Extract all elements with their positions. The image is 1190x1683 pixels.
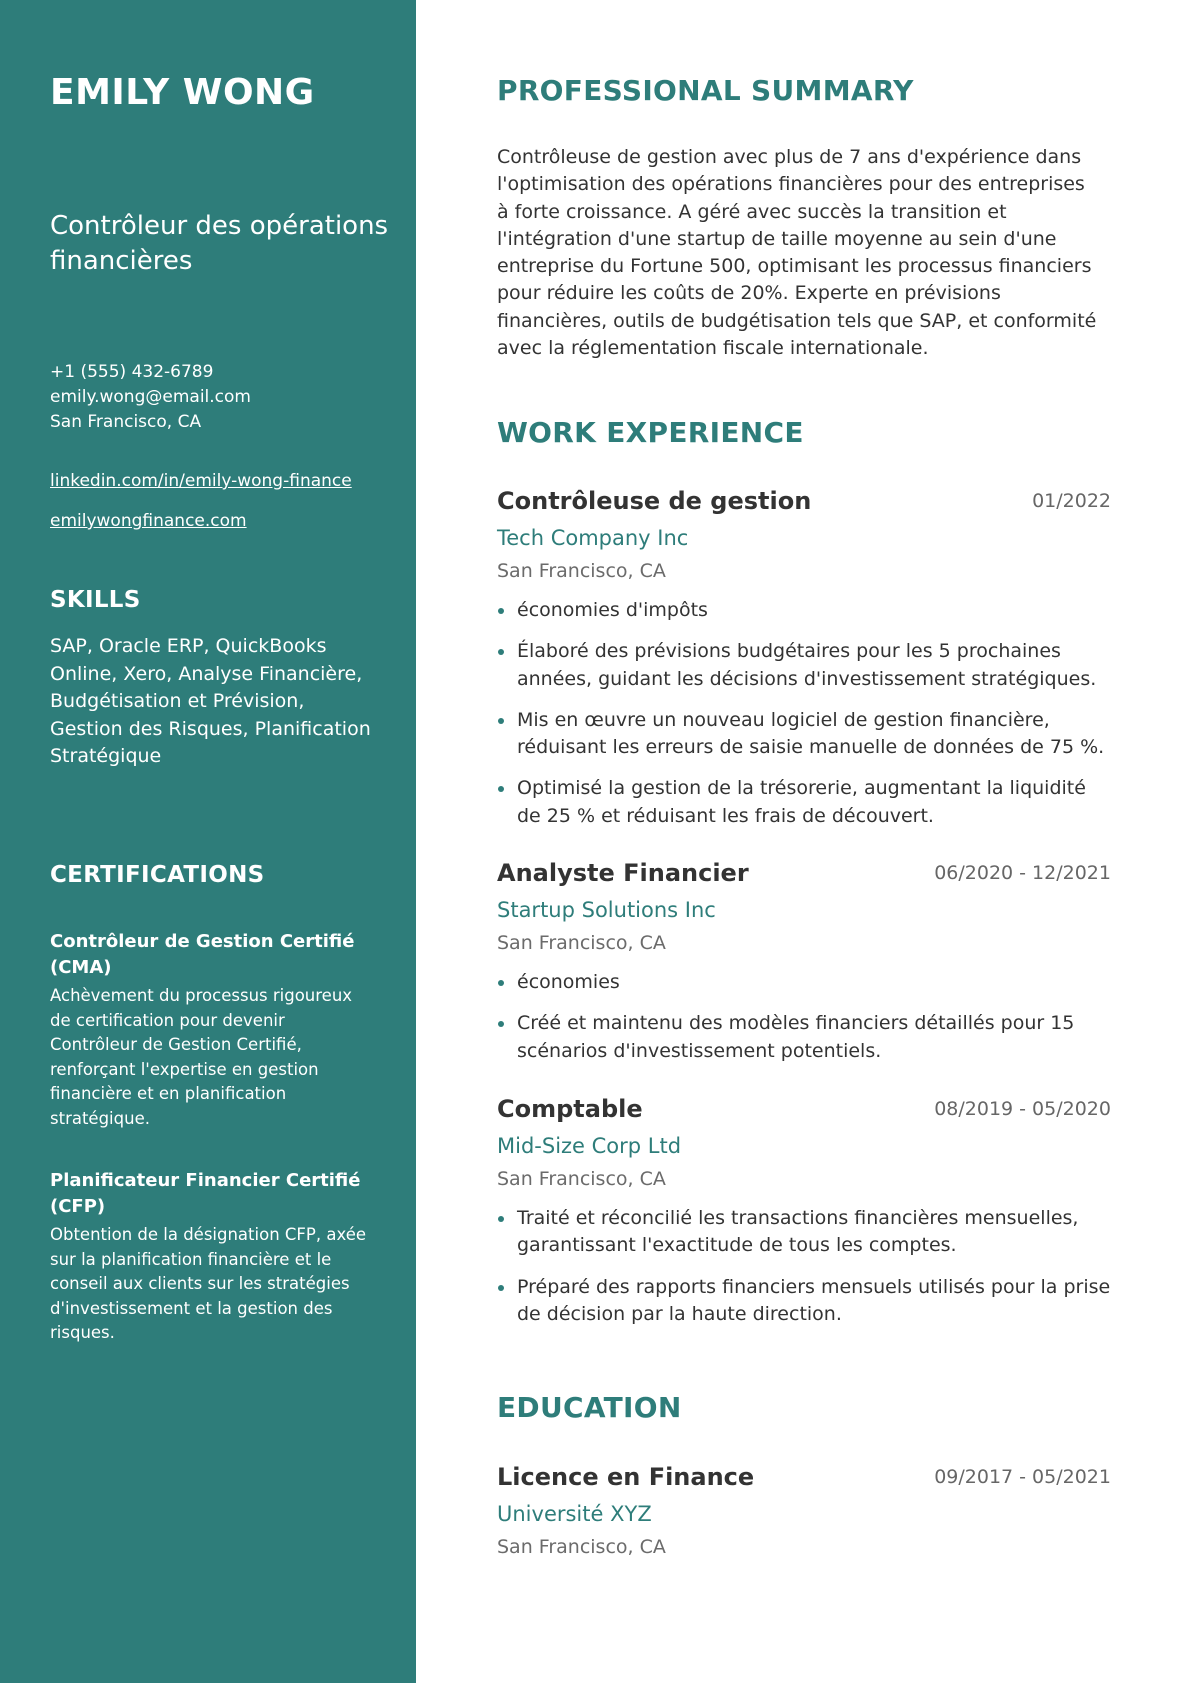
sidebar	[0, 0, 416, 1683]
certification-item	[50, 1168, 375, 1346]
education-heading: EDUCATION	[497, 1391, 682, 1424]
bullet-icon	[498, 786, 504, 792]
bullet-icon	[498, 608, 504, 614]
certification-description: Achèvement du processus rigoureux de certification pour devenir Contrôleur de Gestion Certifié, renforçant l'expertise en gestion financière et en planification stratégique.	[50, 986, 353, 1128]
bullet-text: économies d'impôts	[517, 599, 708, 621]
job-bullets	[497, 597, 1111, 830]
job-entry	[497, 859, 1111, 1079]
job-location: San Francisco, CA	[497, 1168, 666, 1190]
job-role: Contrôleuse de gestion	[497, 487, 812, 515]
job-bullets	[497, 1205, 1111, 1328]
education-entry	[497, 1463, 1111, 1563]
bullet-item	[497, 597, 1111, 624]
bullet-item	[497, 707, 1111, 762]
school-location: San Francisco, CA	[497, 1536, 666, 1558]
skills-heading: SKILLS	[50, 587, 141, 613]
bullet-text: Élaboré des prévisions budgétaires pour les 5 prochaines années, guidant les décisions d'investissement stratégiques.	[517, 640, 1097, 690]
summary-text: Contrôleuse de gestion avec plus de 7 ans d'expérience dans l'optimisation des opérations financières pour des entreprises à forte croissance. A géré avec succès la transition et l'intégration d'une startup de taille moyenne au sein d'une entreprise du Fortune 500, optimisant les processus financiers pour réduire les coûts de 20%. Experte en prévisions financières, outils de budgétisation tels que SAP, et conformité avec la réglementation fiscale internationale.	[497, 146, 1097, 360]
website-link[interactable]: emilywongfinance.com	[50, 511, 247, 531]
email-address: emily.wong@email.com	[50, 387, 251, 407]
job-company: Tech Company Inc	[497, 526, 689, 550]
linkedin-link[interactable]: linkedin.com/in/emily-wong-finance	[50, 471, 352, 491]
bullet-item	[497, 969, 1111, 996]
school: Université XYZ	[497, 1502, 652, 1526]
bullet-text: Mis en œuvre un nouveau logiciel de gestion financière, réduisant les erreurs de saisie manuelle de données de 75 %.	[517, 708, 1105, 759]
job-role: Comptable	[497, 1095, 643, 1123]
job-location: San Francisco, CA	[497, 932, 666, 954]
bullet-text: Préparé des rapports financiers mensuels utilisés pour la prise de décision par la haute direction.	[517, 1275, 1111, 1325]
experience-heading: WORK EXPERIENCE	[497, 416, 804, 449]
certifications-heading: CERTIFICATIONS	[50, 862, 265, 888]
job-role: Analyste Financier	[497, 859, 749, 887]
summary-heading: PROFESSIONAL SUMMARY	[497, 74, 914, 107]
phone-number: +1 (555) 432-6789	[50, 362, 214, 382]
degree: Licence en Finance	[497, 1463, 755, 1491]
bullet-text: économies	[517, 971, 620, 993]
job-location: San Francisco, CA	[497, 560, 666, 582]
bullet-item	[497, 638, 1111, 693]
certification-title: Planificateur Financier Certifié (CFP)	[50, 1170, 361, 1217]
bullet-item	[497, 1010, 1111, 1065]
location: San Francisco, CA	[50, 412, 202, 432]
education-date: 09/2017 - 05/2021	[934, 1466, 1111, 1488]
certification-title: Contrôleur de Gestion Certifié (CMA)	[50, 931, 355, 978]
job-entry	[497, 487, 1111, 844]
candidate-title: Contrôleur des opérations financières	[50, 211, 389, 276]
skills-text: SAP, Oracle ERP, QuickBooks Online, Xero, Analyse Financière, Budgétisation et Prévision, Gestion des Risques, Planification Stratégique	[50, 635, 371, 767]
main-content	[497, 0, 1111, 1683]
contact-info	[50, 360, 251, 435]
bullet-icon	[498, 980, 504, 986]
bullet-item	[497, 1274, 1111, 1329]
job-date: 08/2019 - 05/2020	[934, 1098, 1111, 1120]
bullet-item	[497, 775, 1111, 830]
job-date: 01/2022	[1032, 490, 1111, 512]
bullet-icon	[498, 1285, 504, 1291]
job-entry	[497, 1095, 1111, 1342]
certification-item	[50, 929, 375, 1131]
job-bullets	[497, 969, 1111, 1065]
bullet-text: Traité et réconcilié les transactions financières mensuelles, garantissant l'exactitude de tous les comptes.	[517, 1207, 1079, 1257]
job-company: Mid-Size Corp Ltd	[497, 1134, 682, 1158]
certification-description: Obtention de la désignation CFP, axée sur la planification financière et le conseil aux clients sur les stratégies d'investissement et la gestion des risques.	[50, 1225, 367, 1342]
job-company: Startup Solutions Inc	[497, 898, 716, 922]
job-date: 06/2020 - 12/2021	[934, 862, 1111, 884]
bullet-item	[497, 1205, 1111, 1260]
bullet-icon	[498, 1216, 504, 1222]
bullet-icon	[498, 649, 504, 655]
bullet-icon	[498, 718, 504, 724]
bullet-text: Optimisé la gestion de la trésorerie, augmentant la liquidité de 25 % et réduisant les frais de découvert.	[517, 777, 1086, 827]
candidate-name: EMILY WONG	[50, 72, 315, 113]
bullet-icon	[498, 1021, 504, 1027]
bullet-text: Créé et maintenu des modèles financiers détaillés pour 15 scénarios d'investissement potentiels.	[517, 1012, 1075, 1062]
